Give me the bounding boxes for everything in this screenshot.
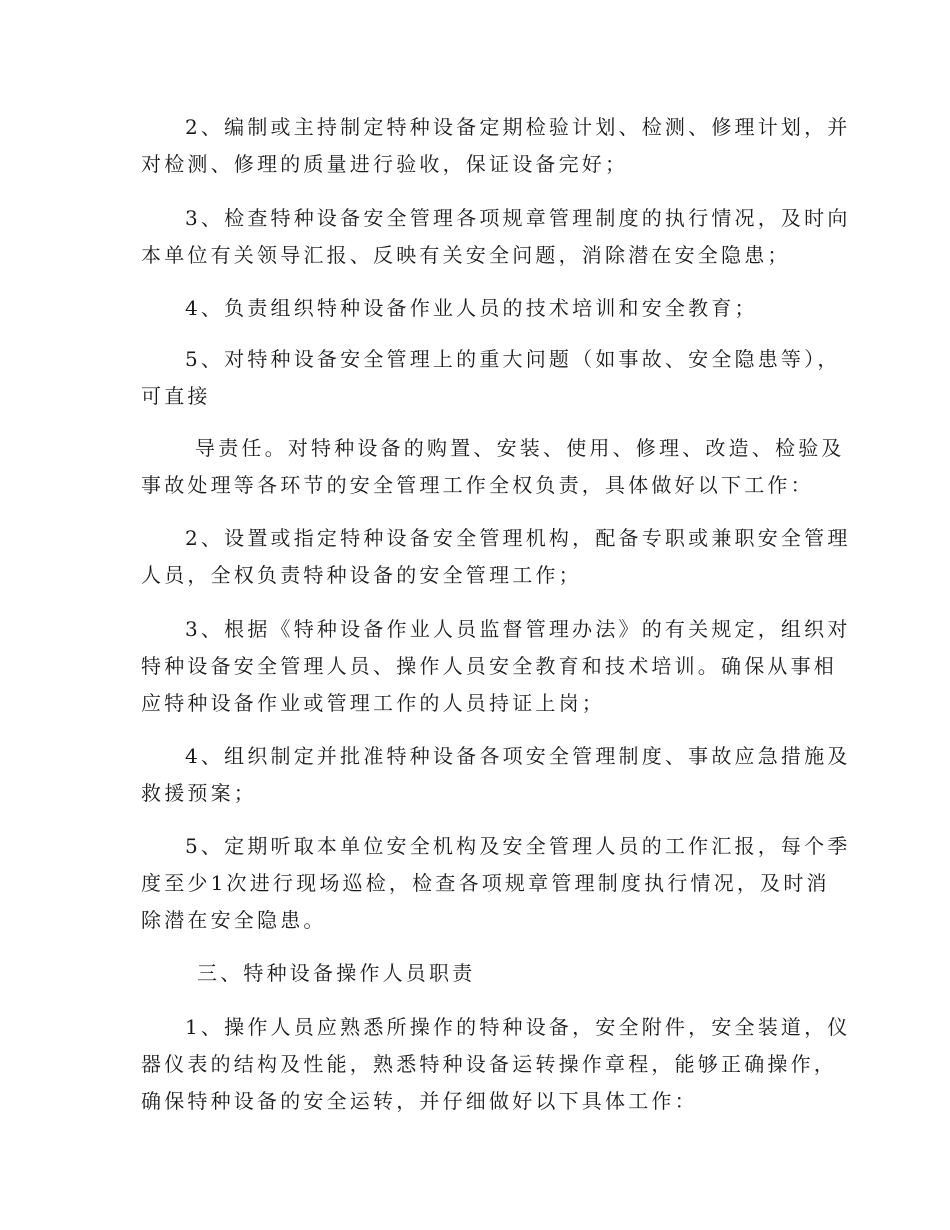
paragraph-line: 人员，全权负责特种设备的安全管理工作； [141, 563, 582, 587]
paragraph-line: 5、定期听取本单位安全机构及安全管理人员的工作汇报，每个季 [185, 834, 851, 858]
paragraph-line: 4、组织制定并批准特种设备各项安全管理制度、事故应急措施及 [185, 744, 851, 768]
paragraph-line: 确保特种设备的安全运转，并仔细做好以下具体工作： [141, 1089, 698, 1113]
paragraph-line: 3、检查特种设备安全管理各项规章管理制度的执行情况，及时向 [185, 206, 851, 230]
paragraph-line: 本单位有关领导汇报、反映有关安全问题，消除潜在安全隐患； [141, 243, 791, 267]
paragraph-line: 特种设备安全管理人员、操作人员安全教育和技术培训。确保从事相 [141, 654, 837, 678]
paragraph-line: 可直接 [141, 384, 211, 408]
paragraph-line: 除潜在安全隐患。 [141, 908, 327, 932]
section-heading: 三、特种设备操作人员职责 [197, 961, 476, 985]
paragraph-line: 1、操作人员应熟悉所操作的特种设备，安全附件，安全装道，仪 [185, 1015, 851, 1039]
paragraph-line: 事故处理等各环节的安全管理工作全权负责，具体做好以下工作： [141, 473, 814, 497]
paragraph-line: 3、根据《特种设备作业人员监督管理办法》的有关规定，组织对 [185, 617, 851, 641]
paragraph-line: 对检测、修理的质量进行验收，保证设备完好； [141, 152, 629, 176]
paragraph-line: 4、负责组织特种设备作业人员的技术培训和安全教育； [185, 296, 758, 320]
paragraph-line: 度至少1次进行现场巡检，检查各项规章管理制度执行情况，及时消 [141, 871, 830, 895]
paragraph-line: 救援预案； [141, 781, 257, 805]
paragraph-line: 导责任。对特种设备的购置、安装、使用、修理、改造、检验及 [195, 436, 845, 460]
paragraph-line: 应特种设备作业或管理工作的人员持证上岗； [141, 691, 605, 715]
paragraph-line: 2、设置或指定特种设备安全管理机构，配备专职或兼职安全管理 [185, 526, 851, 550]
paragraph-line: 器仪表的结构及性能，熟悉特种设备运转操作章程，能够正确操作， [141, 1052, 837, 1076]
paragraph-line: 2、编制或主持制定特种设备定期检验计划、检测、修理计划，并 [185, 115, 851, 139]
paragraph-line: 5、对特种设备安全管理上的重大问题（如事故、安全隐患等）， [185, 347, 841, 371]
